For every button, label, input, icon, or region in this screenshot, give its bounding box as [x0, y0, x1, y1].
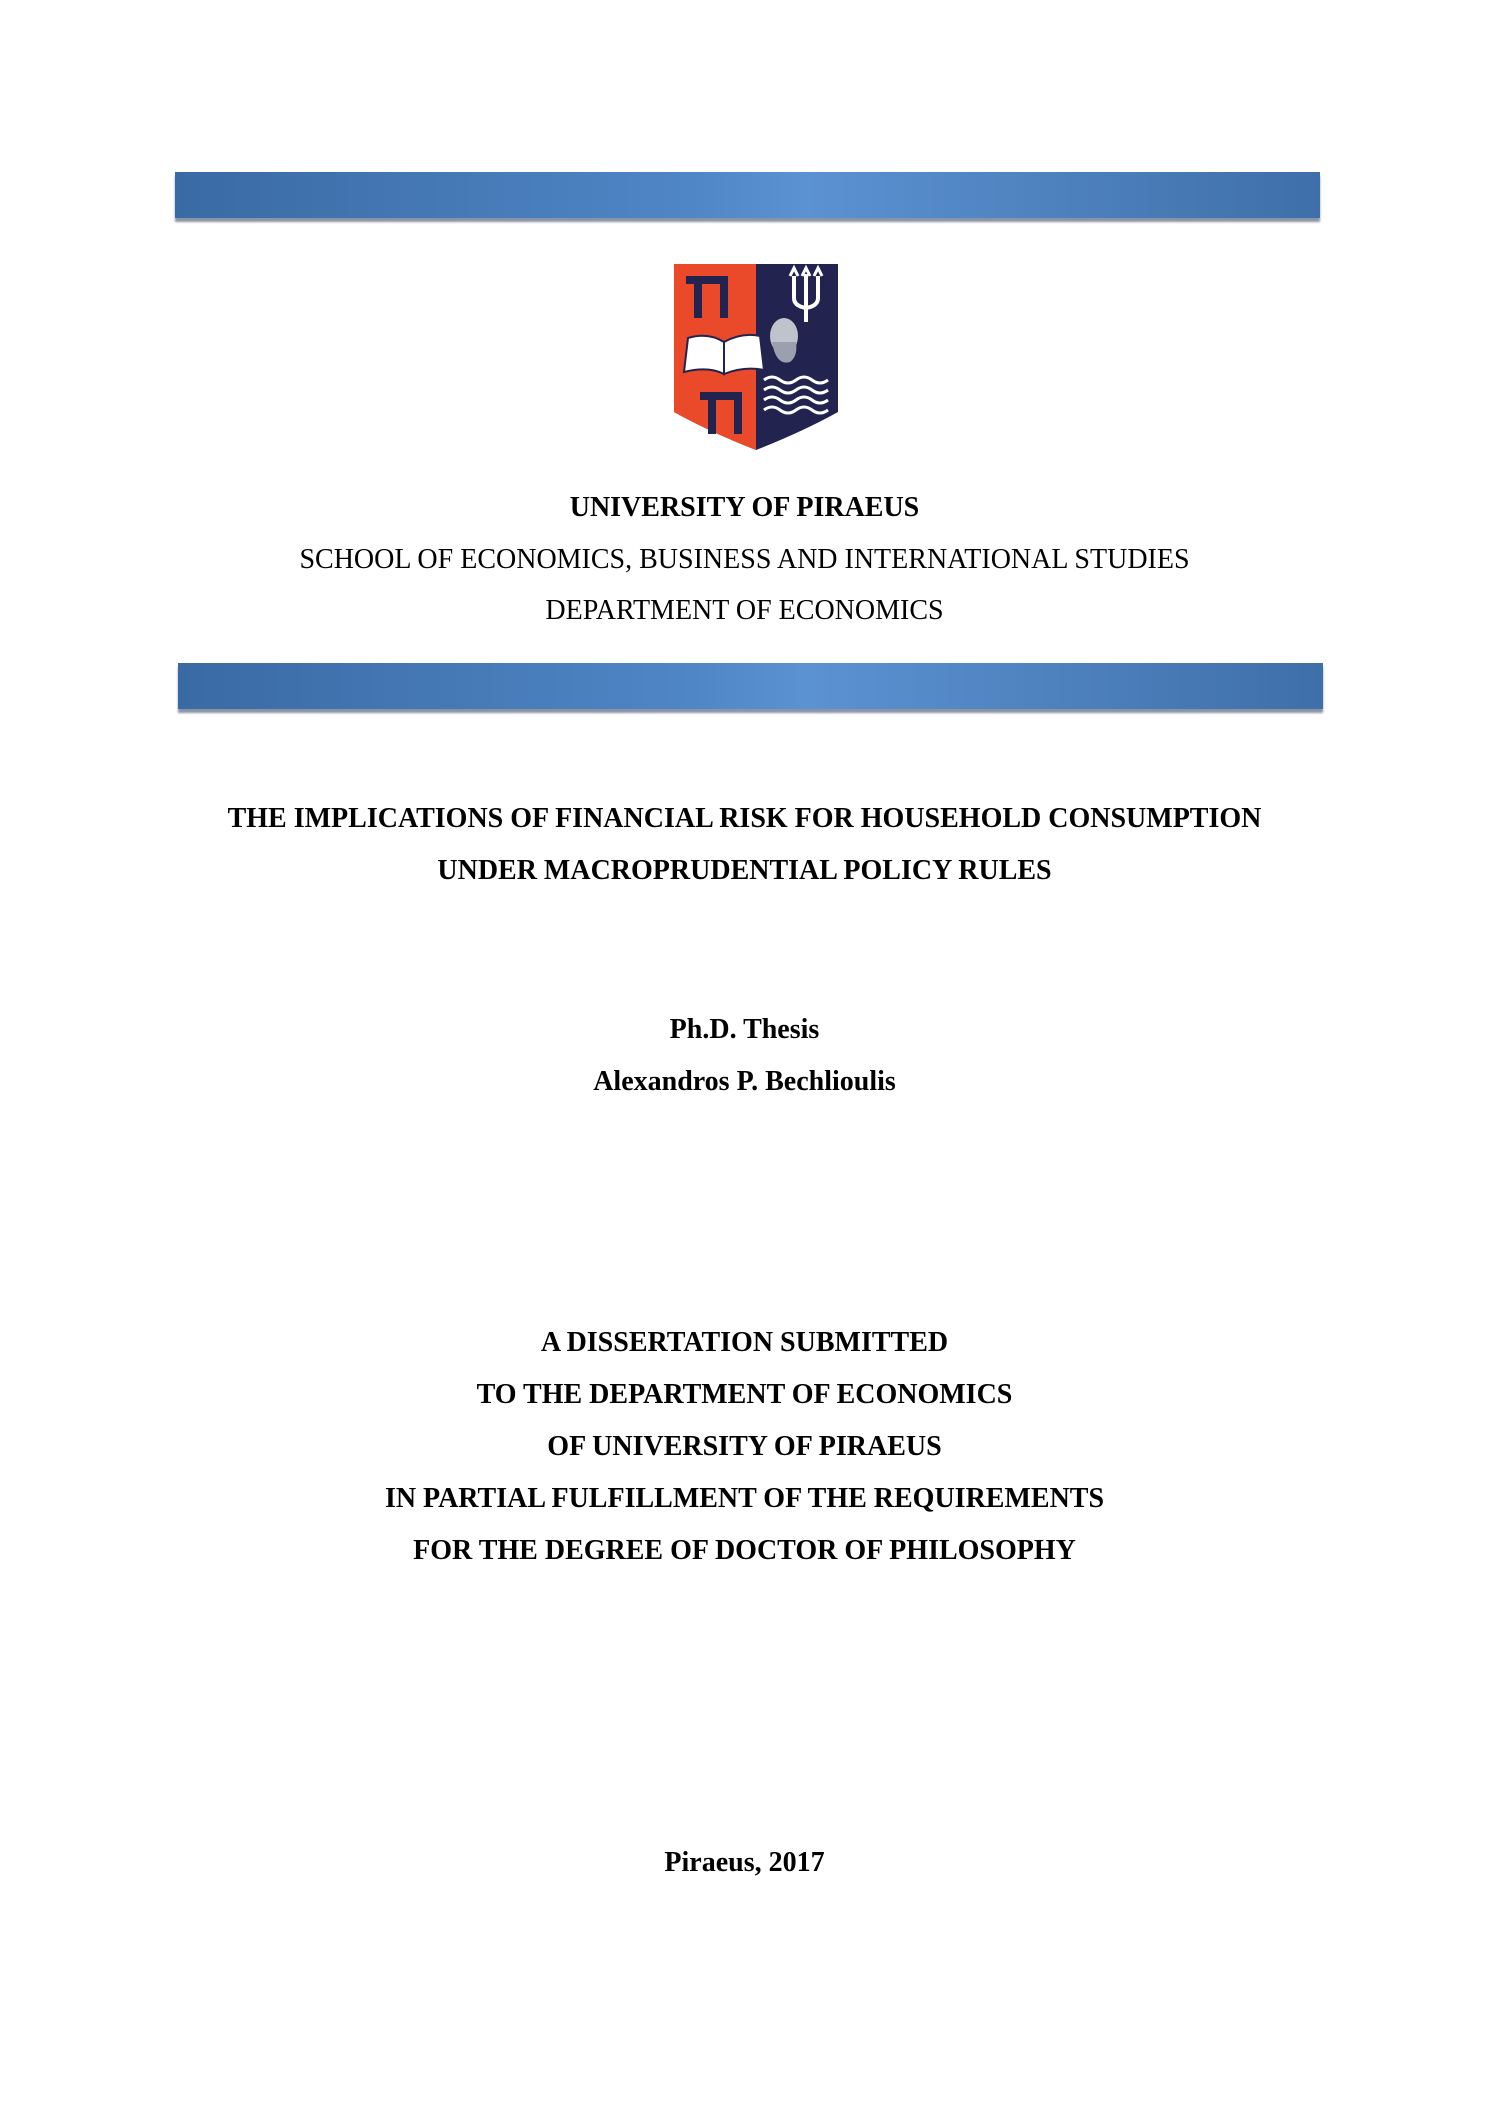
thesis-type: Ph.D. Thesis	[669, 1014, 820, 1045]
thesis-title-line-1: THE IMPLICATIONS OF FINANCIAL RISK FOR HOUSEHOLD CONSUMPTION	[227, 803, 1262, 834]
thesis-title-line-2: UNDER MACROPRUDENTIAL POLICY RULES	[437, 855, 1052, 886]
university-name: UNIVERSITY OF PIRAEUS	[569, 492, 920, 523]
dissertation-line-4: IN PARTIAL FULFILLMENT OF THE REQUIREMENTS	[384, 1483, 1105, 1514]
dissertation-line-3: OF UNIVERSITY OF PIRAEUS	[547, 1431, 942, 1462]
author-name: Alexandros P. Bechlioulis	[593, 1066, 896, 1097]
department-name: DEPARTMENT OF ECONOMICS	[545, 595, 944, 626]
dissertation-line-5: FOR THE DEGREE OF DOCTOR OF PHILOSOPHY	[413, 1535, 1076, 1566]
dissertation-line-2: TO THE DEPARTMENT OF ECONOMICS	[476, 1379, 1013, 1410]
school-name: SCHOOL OF ECONOMICS, BUSINESS AND INTERNATIONAL STUDIES	[299, 544, 1190, 575]
top-decorative-bar	[175, 172, 1320, 218]
bottom-decorative-bar	[178, 663, 1323, 709]
dissertation-line-1: A DISSERTATION SUBMITTED	[540, 1327, 949, 1358]
place-year: Piraeus, 2017	[664, 1847, 825, 1878]
university-crest-icon	[672, 262, 840, 452]
